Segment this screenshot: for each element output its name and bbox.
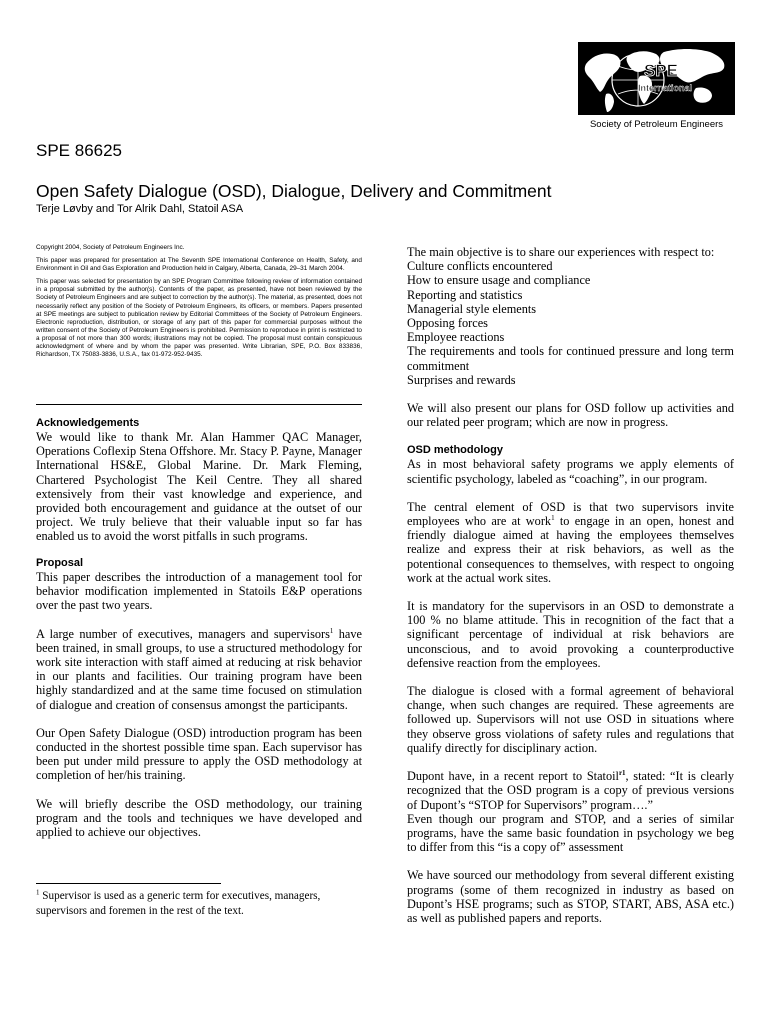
proposal-paragraph: Our Open Safety Dialogue (OSD) introduction program has been conducted in the shortest possible time span. Each supervisor has been put under mild pressure to apply the OSD methodology at completion of her/his training. xyxy=(36,725,362,783)
osd-paragraph: As in most behavioral safety programs we apply elements of scientific psychology, labeled as “coaching”, in our program. xyxy=(407,457,734,486)
copyright-notice xyxy=(36,244,362,364)
osd-paragraph: The dialogue is closed with a formal agreement of behavioral change, when such changes are required. These agreements are followed up. Supervisors will not use OSD in situations where they observe gross violations of safety rules and regulations that qualify directly for disciplinary action. xyxy=(407,684,734,755)
objective-item: The requirements and tools for continued pressure and long term commitment xyxy=(407,344,734,373)
copyright-review: This paper was selected for presentation by an SPE Program Committee following review of information contained in a proposal submitted by the author(s). Contents of the paper, as presented, have not been reviewed by the Society of Petroleum Engineers and are subject to correction by the author(s). The material, as presented, does not necessarily reflect any position of the Society of Petroleum Engineers, its officers, or members. Papers presented at SPE meetings are subject to publication review by Editorial Committees of the Society of Petroleum Engineers. Electronic reproduction, distribution, or storage of any part of this paper for commercial purposes without the written consent of the Society of Petroleum Engineers is prohibited. Permission to reproduce in print is restricted to a proposal of not more than 300 words; illustrations may not be copied. The proposal must contain conspicuous acknowledgment of where and by whom the paper was presented. Write Librarian, SPE, P.O. Box 833836, Richardson, TX 75083-3836, U.S.A., fax 01-972-952-9435. xyxy=(36,278,362,359)
acknowledgements-text: We would like to thank Mr. Alan Hammer QAC Manager, Operations Coflexip Stena Offshore. Mr. Stacy P. Payne, Manager International HS&E, Global Marine. Dr. Mark Fleming, Chartered Psychologist The Keil Centre. They all shared extensively from their vast knowledge and experience, and provided both encouragement and guidance at the outset of our project. We truly believe that their valuable input so far has enabled us to avoid the worst pitfalls in such programs. xyxy=(36,430,362,544)
reference-mark: r1 xyxy=(618,769,626,777)
footnote-mark: 1 xyxy=(36,888,40,897)
osd-paragraph: Dupont have, in a recent report to Statoil$^{r1}$, stated: “It is clearly recognized that the OSD program is a copy of previous versions of Dupont’s “STOP for Supervisors” program….” xyxy=(407,769,735,812)
globe-map-icon xyxy=(578,42,735,115)
proposal-paragraph: This paper describes the introduction of a management tool for behavior modification implemented in Statoils E&P operations over the past two years. xyxy=(36,570,362,613)
osd-paragraph: Even though our program and STOP, and a series of similar programs, have the same basic foundation in psychology we beg to differ from this “is a copy of” assessment xyxy=(407,811,734,855)
objective-item: Opposing forces xyxy=(407,316,488,331)
footnote-ref: 1 xyxy=(551,513,555,522)
proposal-heading: Proposal xyxy=(36,557,84,569)
logo-tagline: Society of Petroleum Engineers xyxy=(578,115,735,134)
objective-item: Reporting and statistics xyxy=(407,287,523,302)
proposal-paragraph: A large number of executives, managers and supervisors$^1$ have been trained, in small groups, to use a structured methodology for work site interaction with staff aimed at reducing at risk behavior in our plants and facilities. Our training program have been highly standardized and at the same time focused on stimulation of dialogue and creation of consensus amongst the participants. xyxy=(36,626,362,712)
spe-logo xyxy=(578,42,735,134)
copyright-presentation: This paper was prepared for presentation at The Seventh SPE International Conference on Health, Safety, and Environment in Oil and Gas Exploration and Production held in Calgary, Alberta, Canada, 29–31 March 2004. xyxy=(36,257,362,273)
objective-item: How to ensure usage and compliance xyxy=(407,273,591,288)
paper-title: Open Safety Dialogue (OSD), Dialogue, Delivery and Commitment xyxy=(36,181,552,201)
right-column xyxy=(407,245,734,925)
objective-item: Employee reactions xyxy=(407,330,505,345)
objective-item: Surprises and rewards xyxy=(407,372,516,387)
objective-item: Managerial style elements xyxy=(407,301,537,316)
footnote-divider xyxy=(36,883,221,884)
objective-item: Culture conflicts encountered xyxy=(407,259,553,274)
osd-paragraph: It is mandatory for the supervisors in an OSD to demonstrate a 100 % no blame attitude. This in recognition of the fact that a significant percentage of individual at risk behaviors are unconscious, and to avoid provoking a counterproductive defensive reaction from the employees. xyxy=(407,599,734,670)
paper-number: SPE 86625 xyxy=(36,141,123,160)
svg-text:International: International xyxy=(638,83,693,93)
osd-paragraph: We have sourced our methodology from several different existing programs (some of them recognized in industry as based on Dupont’s HSE programs; such as STOP, START, ABS, ASA etc.) as well as published papers and reports. xyxy=(407,868,734,925)
svg-text:SPE: SPE xyxy=(644,61,679,80)
followup-paragraph: We will also present our plans for OSD follow up activities and our related peer program; which are now in progress. xyxy=(407,401,734,430)
acknowledgements-heading: Acknowledgements xyxy=(36,417,140,429)
copyright-line: Copyright 2004, Society of Petroleum Engineers Inc. xyxy=(36,244,185,251)
proposal-paragraph: We will briefly describe the OSD methodology, our training program and the tools and techniques we have developed and applied to achieve our objectives. xyxy=(36,796,362,840)
acknowledgements-section xyxy=(36,416,362,544)
osd-paragraph: The central element of OSD is that two supervisors invite employees who are at work$^1$ to engage in an open, honest and friendly dialogue aimed at having the employees themselves realize and express their at risk behaviors, as well as the potentional consequences to themselves, with respect to ongoing work at the actual work sites. xyxy=(407,499,734,585)
osd-methodology-heading: OSD methodology xyxy=(407,444,503,457)
proposal-section xyxy=(36,556,362,839)
paper-authors: Terje Løvby and Tor Alrik Dahl, Statoil ASA xyxy=(36,203,244,215)
objectives-intro: The main objective is to share our experiences with respect to: xyxy=(407,245,715,259)
divider xyxy=(36,404,362,405)
footnote: $^1$ Supervisor is used as a generic term for executives, managers, supervisors and foremen in the rest of the text. xyxy=(36,888,321,917)
footnote-ref: 1 xyxy=(329,626,334,635)
